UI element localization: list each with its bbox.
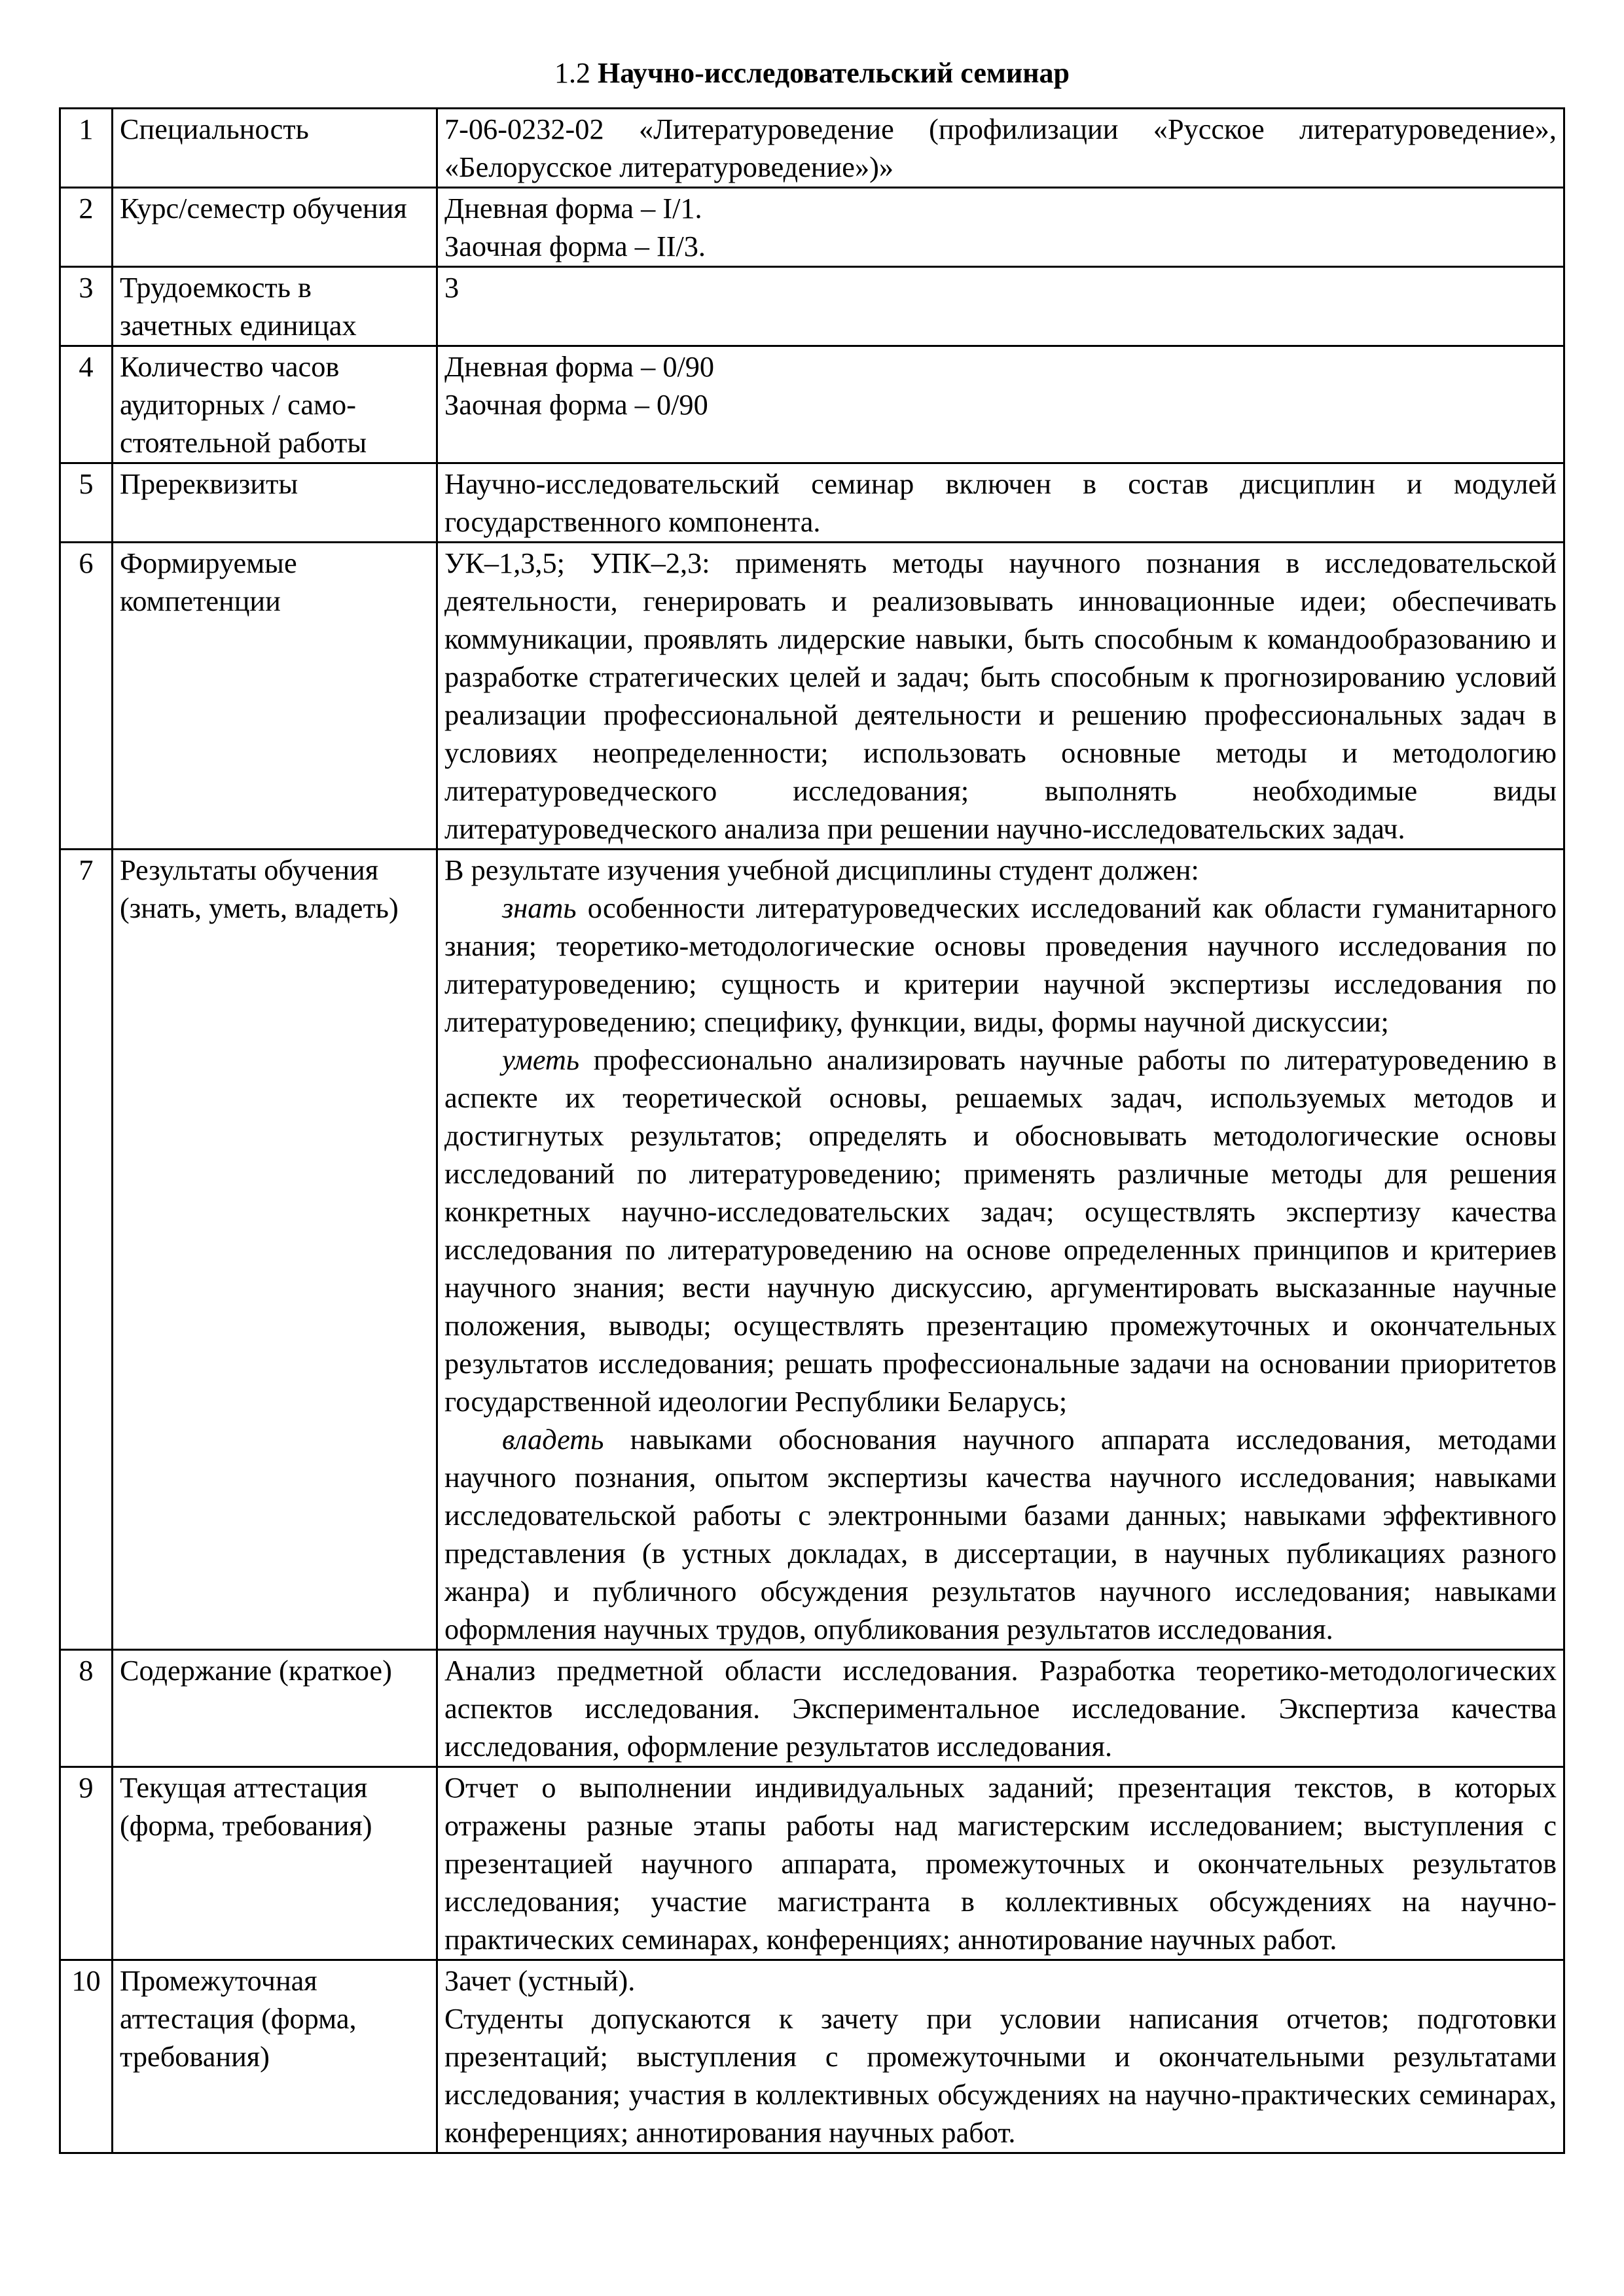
can-label: уметь	[502, 1044, 580, 1076]
row-number: 4	[60, 346, 113, 463]
row-number: 5	[60, 463, 113, 543]
can-paragraph	[444, 1041, 1557, 1421]
row-value	[437, 850, 1564, 1650]
table-row	[60, 850, 1564, 1650]
value-text: Заочная форма – 0/90	[444, 389, 708, 421]
row-label: Текущая аттестация (форма, требования)	[113, 1767, 437, 1960]
value-text: Анализ предметной области исследования. Разработка теоретико-методологических аспектов исследования. Экспериментальное исследование. Экспертиза качества исследования, оформление результатов исследования.	[444, 1655, 1557, 1763]
know-paragraph	[444, 889, 1557, 1041]
table-row	[60, 543, 1564, 850]
row-number: 9	[60, 1767, 113, 1960]
row-value	[437, 346, 1564, 463]
value-text: Студенты допускаются к зачету при условии написания отчетов; подготовки презентаций; выступления с промежуточными и окончательными результатами исследования; участия в коллективных обсуждениях на научно-практических семинарах, конференциях; аннотирования научных работ.	[444, 2003, 1557, 2149]
row-value	[437, 543, 1564, 850]
row-number: 3	[60, 267, 113, 346]
value-text: Дневная форма – 0/90	[444, 351, 715, 383]
row-label: Содержание (краткое)	[113, 1650, 437, 1767]
row-label: Пререквизиты	[113, 463, 437, 543]
value-text: УК–1,3,5; УПК–2,3: применять методы научного познания в исследовательской деятельности, генерировать и реализовывать инновационные идеи; обеспечивать коммуникации, проявлять лидерские навыки, быть способным к командообразованию и разработке стратегических целей и задач; быть способным к прогнозированию условий реализации профессиональной деятельности и решению профессиональных задач в условиях неопределенности; использовать основные методы и методологию литературоведческого исследования; выполнять необходимые виды литературоведческого анализа при решении научно-исследовательских задач.	[444, 547, 1557, 845]
row-value	[437, 109, 1564, 188]
row-number: 8	[60, 1650, 113, 1767]
value-text: Зачет (устный).	[444, 1965, 636, 1997]
own-text: навыками обоснования научного аппарата исследования, методами научного познания, опытом экспертизы качества научного исследования; навыками исследовательской работы с электронными базами данных; навыками эффективного представления (в устных докладах, в диссертации, в научных публикациях разного жанра) и публичного обсуждения результатов научного исследования; навыками оформления научных трудов, опубликования результатов исследования.	[444, 1424, 1557, 1645]
row-number: 10	[60, 1960, 113, 2153]
table-row	[60, 188, 1564, 267]
row-number: 7	[60, 850, 113, 1650]
row-number: 6	[60, 543, 113, 850]
own-label: владеть	[502, 1424, 604, 1456]
row-label: Результаты обучения (знать, уметь, владеть)	[113, 850, 437, 1650]
results-intro: В результате изучения учебной дисциплины студент должен:	[444, 854, 1199, 886]
row-value	[437, 463, 1564, 543]
table-row	[60, 1767, 1564, 1960]
row-number: 2	[60, 188, 113, 267]
document-title	[0, 54, 1624, 93]
table-row	[60, 1960, 1564, 2153]
row-label: Количество часов аудиторных / само-стоятельной работы	[113, 346, 437, 463]
section-number: 1.2	[554, 57, 590, 89]
row-value	[437, 188, 1564, 267]
know-text: особенности литературоведческих исследований как области гуманитарного знания; теоретико-методологические основы проведения научного исследования по литературоведению; сущность и критерии научной экспертизы исследования по литературоведению; специфику, функции, виды, формы научной дискуссии;	[444, 892, 1557, 1038]
row-label: Специальность	[113, 109, 437, 188]
value-text: Заочная форма – II/3.	[444, 230, 706, 262]
value-text: 3	[444, 272, 460, 304]
course-spec-table	[59, 107, 1565, 2154]
section-title: Научно-исследовательский семинар	[597, 57, 1070, 89]
know-label: знать	[502, 892, 577, 924]
row-value	[437, 1767, 1564, 1960]
row-number: 1	[60, 109, 113, 188]
table-row	[60, 267, 1564, 346]
row-label: Промежуточная аттестация (форма, требования)	[113, 1960, 437, 2153]
row-label: Формируемые компетенции	[113, 543, 437, 850]
value-text: Отчет о выполнении индивидуальных заданий; презентация текстов, в которых отражены разные этапы работы над магистерским исследованием; выступления с презентацией научного аппарата, промежуточных и окончательных результатов исследования; участие магистранта в коллективных обсуждениях на научно-практических семинарах, конференциях; аннотирование научных работ.	[444, 1772, 1557, 1956]
row-label: Курс/семестр обучения	[113, 188, 437, 267]
table-row	[60, 463, 1564, 543]
value-text: 7-06-0232-02 «Литературоведение (профилизации «Русское литературоведение», «Белорусское литературоведение»)»	[444, 113, 1557, 183]
table-row	[60, 346, 1564, 463]
row-label: Трудоемкость в зачетных единицах	[113, 267, 437, 346]
own-paragraph	[444, 1421, 1557, 1649]
row-value	[437, 1650, 1564, 1767]
can-text: профессионально анализировать научные работы по литературоведению в аспекте их теоретической основы, решаемых задач, используемых методов и достигнутых результатов; определять и обосновывать методологические основы исследований по литературоведению; применять различные методы для решения конкретных научно-исследовательских задач; осуществлять экспертизу качества исследования по литературоведению на основе определенных принципов и критериев научного знания; вести научную дискуссию, аргументировать высказанные научные положения, выводы; осуществлять презентацию промежуточных и окончательных результатов исследования; решать профессиональные задачи на основании приоритетов государственной идеологии Республики Беларусь;	[444, 1044, 1557, 1418]
table-row	[60, 1650, 1564, 1767]
value-text: Дневная форма – I/1.	[444, 192, 702, 224]
table-row	[60, 109, 1564, 188]
row-value	[437, 267, 1564, 346]
value-text: Научно-исследовательский семинар включен в состав дисциплин и модулей государственного компонента.	[444, 468, 1557, 538]
row-value	[437, 1960, 1564, 2153]
